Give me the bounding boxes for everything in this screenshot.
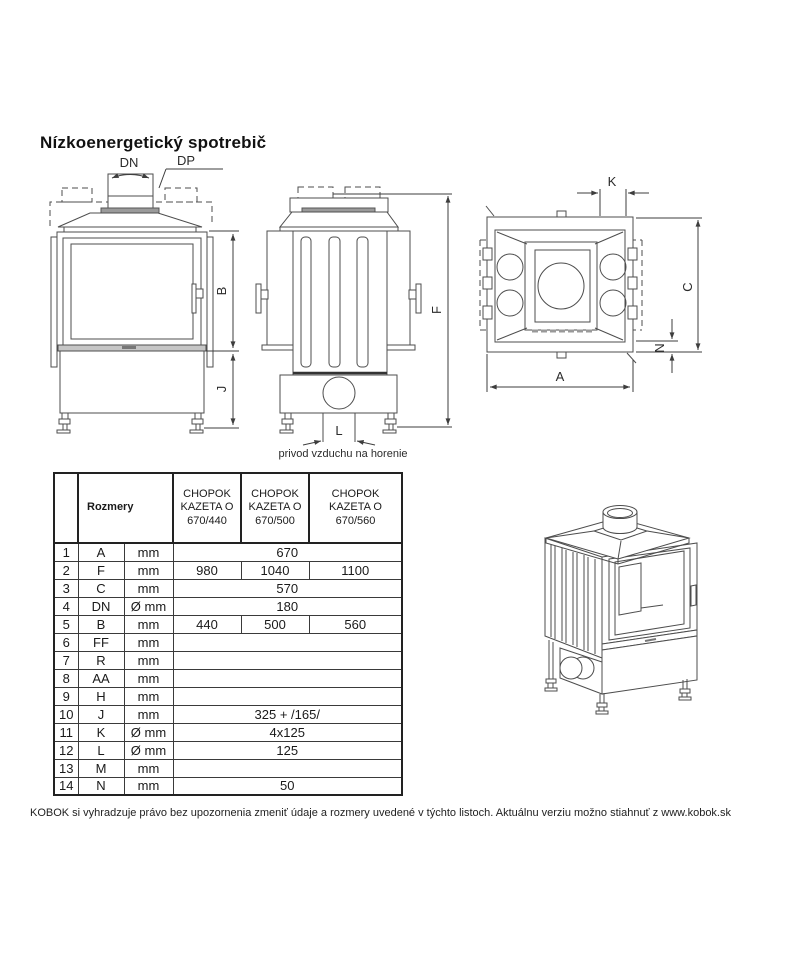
- dim-value: 560: [309, 615, 402, 633]
- dim-letter: M: [78, 759, 124, 777]
- dimensions-table: [53, 472, 403, 796]
- column-header-670-440: CHOPOK KAZETA O 670/440: [173, 473, 241, 543]
- dim-label-a: A: [555, 369, 565, 384]
- table-header-row: [54, 473, 402, 543]
- dim-unit: mm: [124, 669, 173, 687]
- dim-unit: mm: [124, 615, 173, 633]
- dim-letter: FF: [78, 633, 124, 651]
- dim-letter: AA: [78, 669, 124, 687]
- row-num: 2: [54, 561, 78, 579]
- dim-letter: R: [78, 651, 124, 669]
- dim-letter: B: [78, 615, 124, 633]
- row-num: 9: [54, 687, 78, 705]
- row-num: 13: [54, 759, 78, 777]
- dim-label-b: B: [214, 286, 229, 296]
- dim-value: 670: [173, 543, 402, 561]
- row-num: 4: [54, 597, 78, 615]
- isometric-view: [525, 488, 760, 723]
- dim-unit: mm: [124, 759, 173, 777]
- table-row: [54, 741, 402, 759]
- dim-label-j: J: [214, 385, 229, 393]
- row-num: 7: [54, 651, 78, 669]
- table-row: [54, 633, 402, 651]
- iso-door-handle: [691, 585, 696, 606]
- dim-letter: N: [78, 777, 124, 795]
- footer-note: KOBOK si vyhradzuje právo bez upozornenia zmeniť údaje a rozmery uvedené v týchto listoch. Aktuálnu verziu možno stiahnuť z www.kobok.sk: [30, 807, 731, 819]
- flue-collar: [603, 506, 637, 534]
- row-num: 8: [54, 669, 78, 687]
- table-row: [54, 669, 402, 687]
- rozmery-header: Rozmery: [78, 473, 173, 543]
- dim-unit: mm: [124, 579, 173, 597]
- dim-value: 180: [173, 597, 402, 615]
- table-row: [54, 579, 402, 597]
- row-num: 10: [54, 705, 78, 723]
- table-row: [54, 723, 402, 741]
- dim-unit: mm: [124, 543, 173, 561]
- dim-label-dp: DP: [176, 153, 196, 168]
- dim-label-f: F: [429, 306, 444, 314]
- column-header-670-560: CHOPOK KAZETA O 670/560: [309, 473, 402, 543]
- table-row: [54, 543, 402, 561]
- front-feet: [57, 413, 203, 433]
- dim-label-n: N: [652, 343, 667, 353]
- dim-value: 1040: [241, 561, 309, 579]
- dim-value: 500: [241, 615, 309, 633]
- dim-value: [173, 633, 402, 651]
- dim-letter: L: [78, 741, 124, 759]
- dim-label-c: C: [680, 282, 695, 292]
- corner-cell: [54, 473, 78, 543]
- air-duct: [560, 657, 594, 679]
- dim-value: 570: [173, 579, 402, 597]
- dim-label-k: K: [607, 174, 617, 189]
- dim-label-l: L: [335, 423, 343, 438]
- technical-views: [30, 150, 770, 470]
- row-num: 5: [54, 615, 78, 633]
- dim-unit: mm: [124, 687, 173, 705]
- dim-unit: Ø mm: [124, 597, 173, 615]
- dim-letter: A: [78, 543, 124, 561]
- dim-value: 4x125: [173, 723, 402, 741]
- column-header-670-500: CHOPOK KAZETA O 670/500: [241, 473, 309, 543]
- table-row: [54, 705, 402, 723]
- table-row: [54, 597, 402, 615]
- dim-unit: mm: [124, 705, 173, 723]
- dim-value: [173, 759, 402, 777]
- row-num: 1: [54, 543, 78, 561]
- table-row: [54, 777, 402, 795]
- row-num: 3: [54, 579, 78, 597]
- dim-value: 1100: [309, 561, 402, 579]
- table-row: [54, 651, 402, 669]
- row-num: 14: [54, 777, 78, 795]
- page-title: Nízkoenergetický spotrebič: [40, 133, 267, 152]
- dim-letter: DN: [78, 597, 124, 615]
- dim-letter: J: [78, 705, 124, 723]
- dim-unit: Ø mm: [124, 741, 173, 759]
- table-row: [54, 759, 402, 777]
- dim-value: 980: [173, 561, 241, 579]
- dim-letter: C: [78, 579, 124, 597]
- row-num: 6: [54, 633, 78, 651]
- dim-value: [173, 669, 402, 687]
- dim-letter: H: [78, 687, 124, 705]
- dim-unit: mm: [124, 777, 173, 795]
- dim-value: 125: [173, 741, 402, 759]
- dim-letter: F: [78, 561, 124, 579]
- dim-letter: K: [78, 723, 124, 741]
- table-row: [54, 561, 402, 579]
- front-view: [50, 153, 239, 433]
- dim-label-dn: DN: [119, 155, 139, 170]
- dim-unit: Ø mm: [124, 723, 173, 741]
- air-supply-note: privod vzduchu na horenie: [278, 448, 408, 460]
- dim-value: 440: [173, 615, 241, 633]
- dim-unit: mm: [124, 561, 173, 579]
- dim-value: 50: [173, 777, 402, 795]
- side-view: [256, 187, 452, 460]
- row-num: 12: [54, 741, 78, 759]
- dim-value: [173, 687, 402, 705]
- dim-value: 325 + /165/: [173, 705, 402, 723]
- top-view: [480, 174, 702, 392]
- dim-unit: mm: [124, 633, 173, 651]
- row-num: 11: [54, 723, 78, 741]
- table-row: [54, 687, 402, 705]
- dim-value: [173, 651, 402, 669]
- dim-unit: mm: [124, 651, 173, 669]
- table-row: [54, 615, 402, 633]
